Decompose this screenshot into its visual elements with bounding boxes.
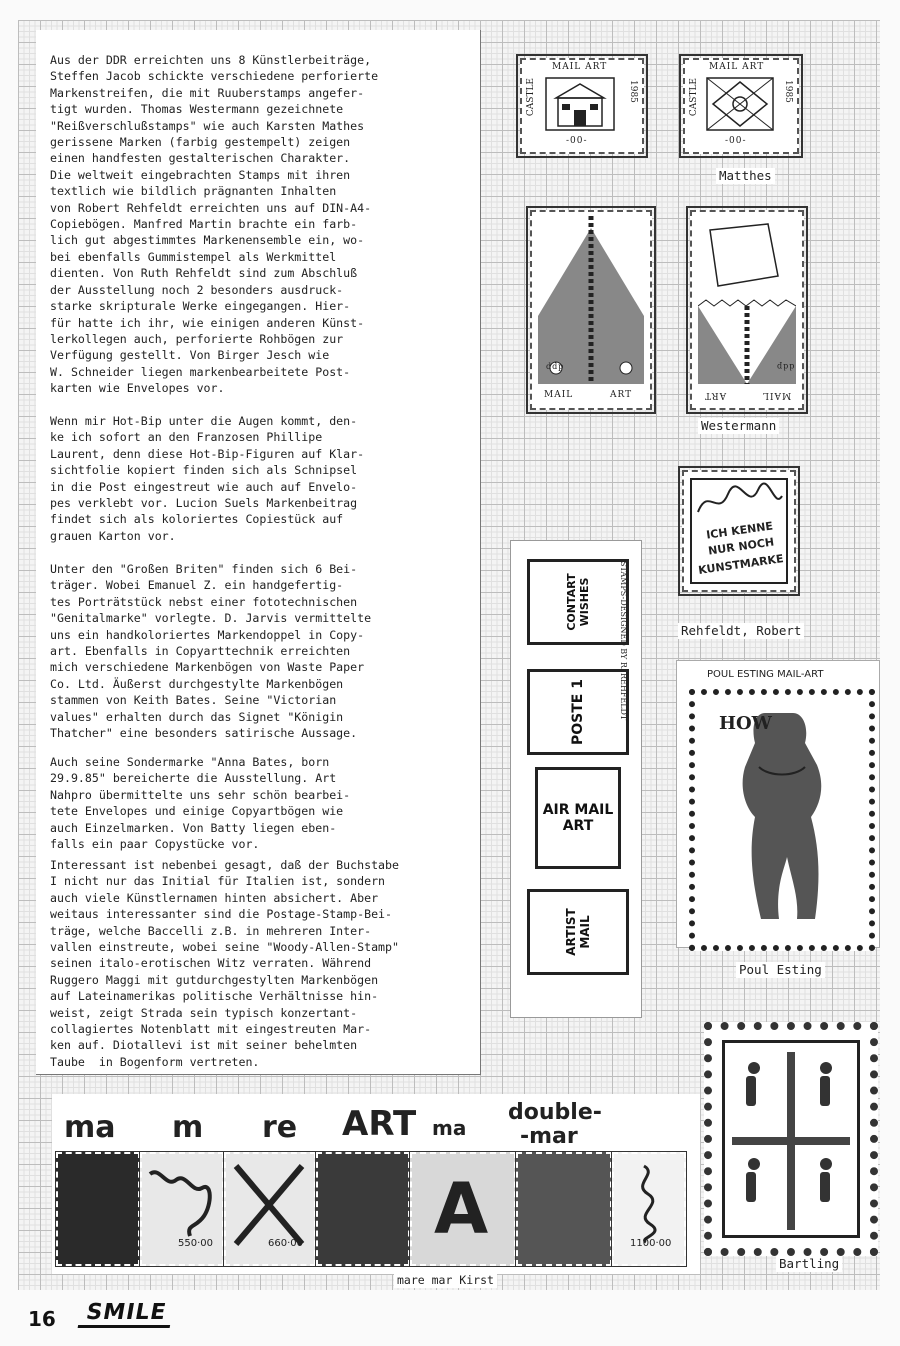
castle-stamp-word: CASTLE: [689, 78, 699, 117]
paragraph-sondermarke: Auch seine Sondermarke "Anna Bates, born 29.9.85" bereicherte die Ausstellung. Art Nahpro übermittelte uns sehr schön bearbei- tete Envelopes und einige Copyartbögen wie auch Einzelmarken. Von Batty liegen eben- falls ein paar Copystücke vor.: [50, 755, 351, 852]
esting-sheet: [676, 660, 880, 948]
strip-word-1: ma: [64, 1110, 116, 1145]
strip-word-4: ART: [342, 1104, 417, 1144]
castle-icon: [544, 76, 616, 132]
caption-rehfeldt: Rehfeldt, Robert: [678, 623, 804, 639]
figures-cross-icon: [726, 1046, 856, 1236]
strip-value-3: 1100·00: [630, 1238, 672, 1249]
strip-word-5: ma: [432, 1116, 467, 1140]
torso-figure-icon: [715, 707, 849, 927]
zipper-icon: [538, 216, 644, 384]
strip-stamp-4: [316, 1152, 410, 1266]
castle-stamp-value: -00-: [566, 136, 588, 146]
zipper-stamp-2: [690, 210, 804, 410]
castle-stamp-title: MAIL ART: [552, 62, 608, 72]
castle-stamp-2: [683, 58, 799, 154]
castle-stamp-word: CASTLE: [526, 78, 536, 117]
castle-stamp-title: MAIL ART: [709, 62, 765, 72]
zipper-ddp-mark: ddp: [776, 362, 795, 371]
esting-how-text: HOW: [719, 713, 772, 734]
contart-poste-stamp: POSTE 1: [527, 669, 629, 755]
caption-esting: Poul Esting: [736, 962, 825, 978]
squiggle-icon: [694, 482, 784, 522]
paragraph-grossbritannien: Unter den "Großen Briten" finden sich 6 Bei- träger. Wobei Emanuel Z. ein handgefertig- tes Porträtstück nebst einer fototechnischen "Genitalmarke" vorlegte. D. Jarvis vermittelte uns ein handkoloriertes Markendoppel in Copy- art. Ebenfalls in Copyarttechnik erreichten mich verschiedene Markenbögen von Waste Paper Co. Ltd. Äußerst durchgestylte Markenbögen stammen von Keith Bates. Seine "Victorian values" erhalten durch das Signet "Königin Thatcher" eine besonders satirische Aussage.: [50, 562, 372, 741]
contart-sheet: [510, 540, 642, 1018]
contart-side-text: STAMPS-DESIGNED BY R. REHFELDT: [619, 561, 628, 721]
smile-logo: SMILE: [78, 1301, 175, 1328]
caption-westermann: Westermann: [698, 418, 779, 434]
paragraph-hot-bip: Wenn mir Hot-Bip unter die Augen kommt, den- ke ich sofort an den Franzosen Phillipe Laurent, denn diese Hot-Bip-Figuren auf Klar- sichtfolie kopiert finden sich als Schnipsel in die Post eingestreut wie auch auf Envelo- pes verklebt vor. Lucion Suels Markenbeitrag findet sich als koloriertes Copiestück auf grauen Karton vor.: [50, 414, 365, 543]
strip-stamp-5: A: [410, 1152, 516, 1266]
strip-value-1: 550·00: [178, 1238, 213, 1249]
strip-value-2: 660·00: [268, 1238, 303, 1249]
caption-bartling: Bartling: [776, 1256, 842, 1272]
contart-wishes-stamp: CONTART WISHES: [527, 559, 629, 645]
castle-stamp-1: [520, 58, 644, 154]
zipper-stamp-1: [530, 210, 652, 410]
castle-stamp-year: 1985: [783, 80, 793, 103]
castle-stamp-year: 1985: [628, 80, 638, 103]
kunstmarke-stamp: [682, 470, 796, 592]
esting-title: POUL ESTING MAIL-ART: [707, 669, 824, 680]
strip-word-6: double-: [508, 1100, 602, 1125]
caption-mare: mare mar Kirst: [394, 1272, 497, 1288]
air-mail-art-stamp: AIR MAIL ART: [535, 767, 621, 869]
zipper-paper-icon: [698, 216, 796, 384]
page-number: 16: [28, 1307, 56, 1331]
paragraph-ddr: Aus der DDR erreichten uns 8 Künstlerbeiträge, Steffen Jacob schickte verschiedene perforierte Markenstreifen, die mit Ruuberstamps angefer- tigt wurden. Thomas Westermann gezeichnete "Reißverschlußstamps" wie auch Karsten Mathes gerissene Marken (farbig gestempelt) zeigen einen handfesten gestalterischen Charakter. Die weltweit eingebrachten Stamps mit ihren textlich wie bildlich prägnanten Inhalten von Robert Rehfeldt erreichten uns auf DIN-A4- Copiebögen. Manfred Martin brachte ein farb- lich gut abgestimmtes Markenensemble ein, wo- bei ebenfalls Gummistempel als Werkmittel dienten. Von Ruth Rehfeldt sind zum Abschluß der Ausstellung noch 2 besonders ausdruck- starke skripturale Werke eingegangen. Hier- für hatte ich ihr, wie einigen anderen Künst- lerkollegen auch, perforierte Rohbögen zur Verfügung gestellt. Von Birger Jesch wie W. Schneider liegen markenbearbeitete Post- karten wie Envelopes vor.: [50, 53, 379, 396]
kunstmarke-line-2: NUR NOCH: [707, 535, 775, 558]
castle-stamp-value: -00-: [725, 136, 747, 146]
paragraph-italien: Interessant ist nebenbei gesagt, daß der Buchstabe I nicht nur das Initial für Italien ist, sondern auch viele Künstlernamen hinten absichert. Aber weitaus interessanter sind die Postage-Stamp-Bei- träge, welche Baccelli z.B. in mehreren Inter- vallen einstreute, wobei seine "Woody-Allen-Stamp" seinen italo-erotischen Witz verraten. Während Ruggero Maggi mit gutdurchgestylten Markenbögen auf Lateinamerikas politische Verhältnisse hin- weist, zeigt Strada sein typisch konzertant- collagiertes Notenblatt mit eingestreuten Mar- ken auf. Diotallevi ist mit seiner behelmten Taube in Bogenform vertreten.: [50, 858, 400, 1069]
window-pattern-icon: [705, 76, 775, 132]
strip-word-3: re: [262, 1110, 298, 1145]
artist-mail-stamp: ARTIST MAIL: [527, 889, 629, 975]
kunstmarke-line-1: ICH KENNE: [705, 519, 774, 542]
zipper-art-label: ART: [704, 390, 727, 400]
zipper-art-label: ART: [610, 390, 633, 400]
caption-matthes: Matthes: [716, 168, 775, 184]
bartling-sheet: [704, 1022, 878, 1256]
strip-stamp-1: [56, 1152, 140, 1266]
strip-stamp-6: [516, 1152, 612, 1266]
zipper-mail-label: MAIL: [544, 390, 574, 400]
kunstmarke-line-3: KUNSTMARKE: [697, 552, 785, 577]
zipper-ddp-mark: ddp: [546, 362, 565, 371]
strip-word-7: -mar: [520, 1124, 578, 1149]
zipper-mail-label: MAIL: [762, 390, 792, 400]
strip-word-2: m: [172, 1110, 204, 1145]
